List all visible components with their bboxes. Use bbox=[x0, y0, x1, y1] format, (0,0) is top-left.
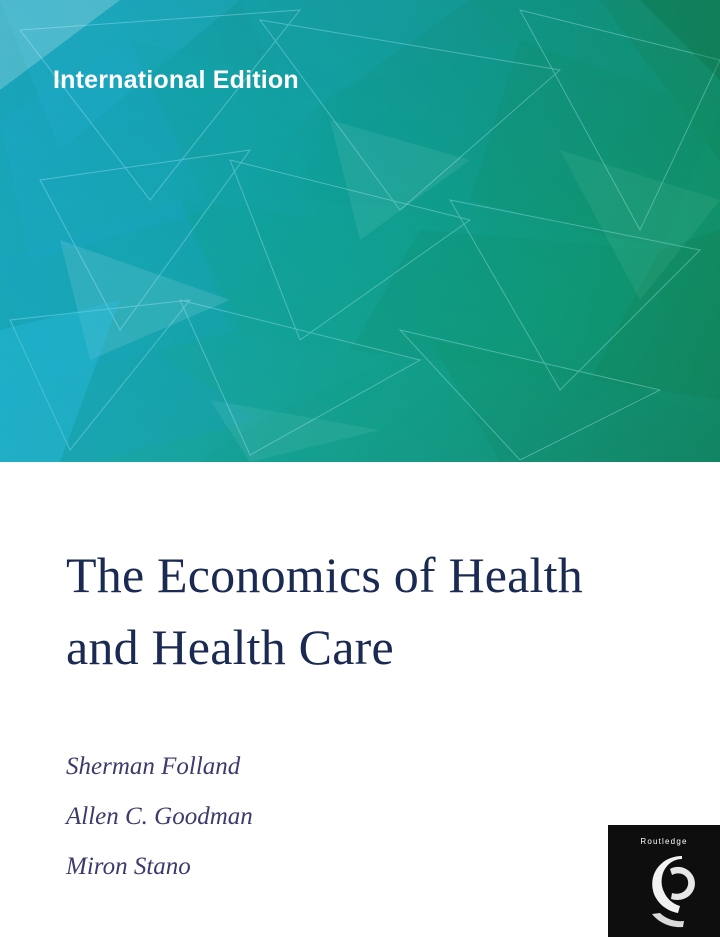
book-title-line-1: The Economics of Health bbox=[66, 547, 583, 603]
routledge-r-logo-icon bbox=[608, 825, 720, 937]
cover-artwork bbox=[0, 0, 720, 462]
edition-label: International Edition bbox=[53, 66, 299, 94]
publisher-name: Routledge bbox=[640, 837, 688, 846]
book-title bbox=[66, 539, 676, 683]
publisher-logo bbox=[608, 825, 720, 937]
author-name: Sherman Folland bbox=[66, 753, 241, 780]
cover-text-panel bbox=[0, 462, 720, 937]
author-name: Allen C. Goodman bbox=[66, 803, 253, 830]
book-title-line-2: and Health Care bbox=[66, 619, 394, 675]
author-name: Miron Stano bbox=[66, 853, 191, 880]
author-list bbox=[66, 754, 566, 904]
